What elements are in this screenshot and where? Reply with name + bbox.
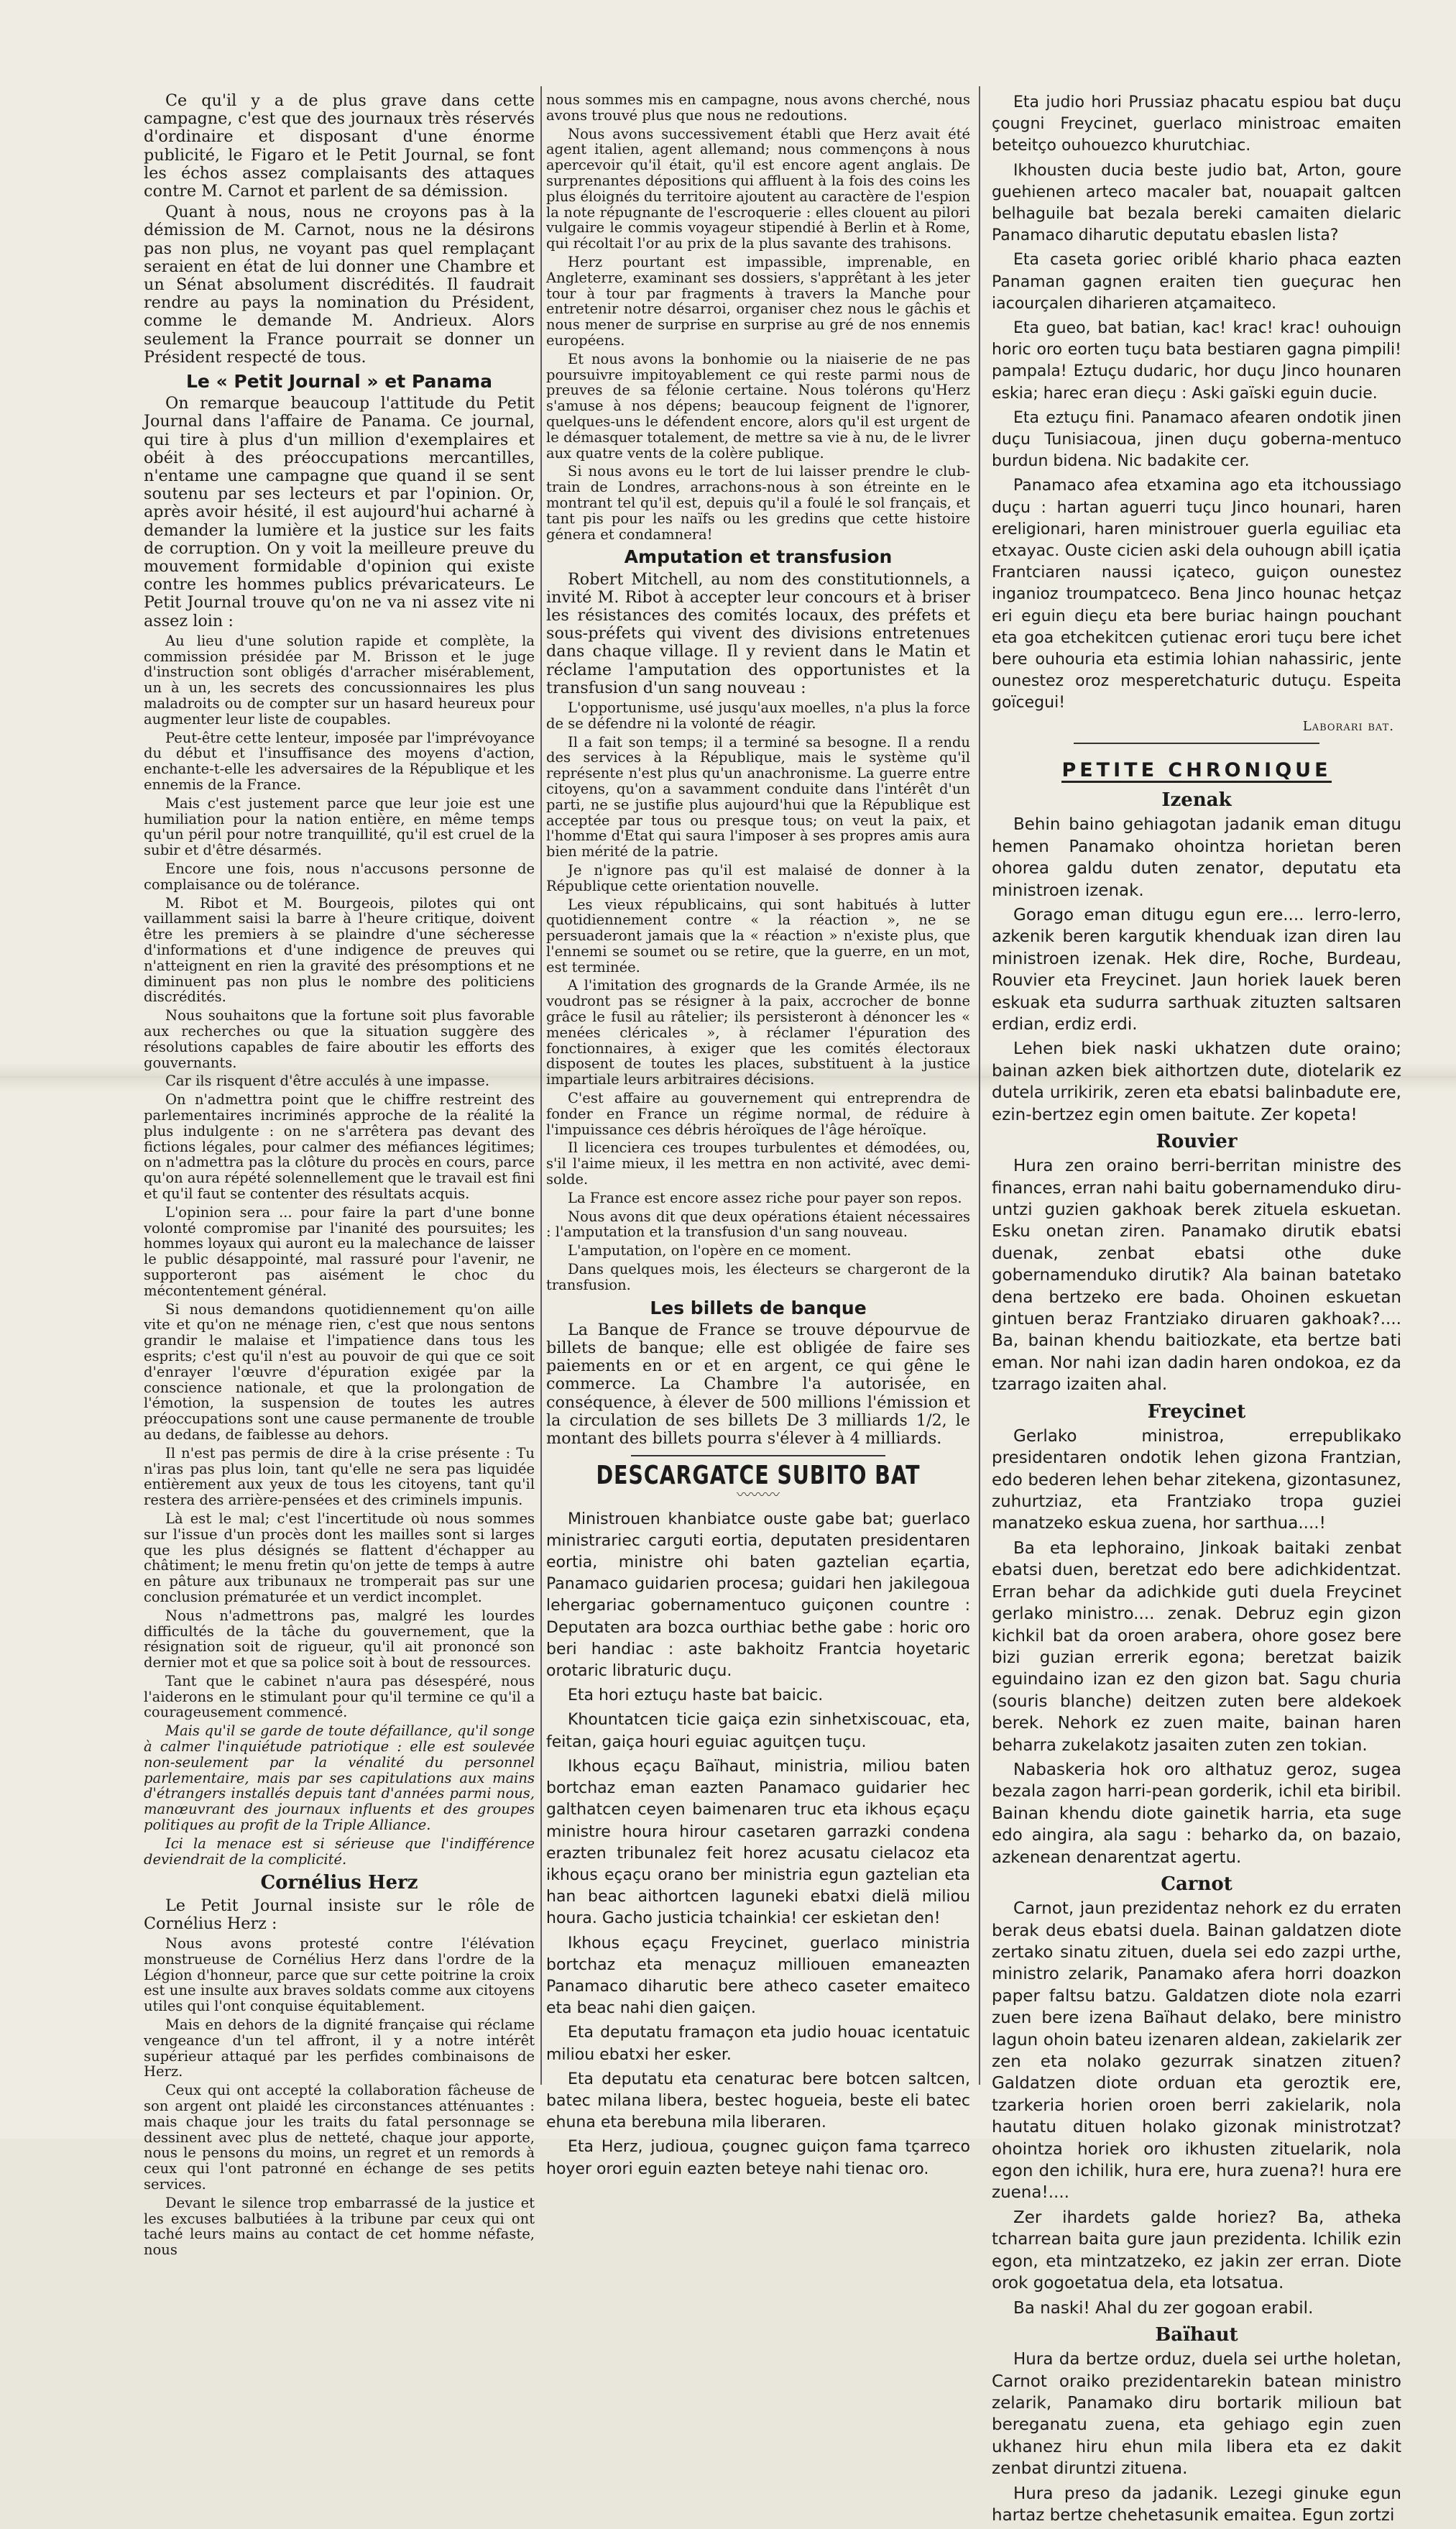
- quote-paragraph: Au lieu d'une solution rapide et complète, la commission présidée par M. Brisson et le juge d'instruction sont obligés d'arracher misérablement, un à un, les secrets des concussionnaires les plus maladroits ou de compter sur un hasard heureux pour augmenter leur liste de coupables.: [144, 632, 535, 728]
- paragraph: Panamaco afea etxamina ago eta itchoussiago duçu : hartan aguerri tuçu Jinco hounari, haren ereligionari, haren ministrouer guerla eguiliac eta etxayac. Ouste cicien aski dela ouhougn abill içatia Frantciaren naussi içateco, guiçon ounestez inganioz troumpatceco. Bena Jinco hounac hetçaz eri eguin dieçu eta bere buriac haingn pouchant eta goa etchekitcen çutienac erori tuçu bere ichet bere ouhouria eta estimia lohian nahassiric, jente ounestez oroz mesperetchaturic dutuçu. Espeita goïcegui!: [992, 477, 1401, 712]
- paragraph: Quant à nous, nous ne croyons pas à la démission de M. Carnot, nous ne la désirons pas non plus, ne voyant pas quel remplaçant seraient en état de lui donner une Chambre et un Sénat absolument discrédités. Il faudrait rendre au pays la nomination du Président, comme le demande M. Andrieux. Alors seulement la France pourrait se donner un Président respecté de tous.: [144, 203, 535, 367]
- quote-paragraph: Mais en dehors de la dignité française qui réclame vengeance d'un tel affront, il y a notre intérêt supérieur attaqué par les perfides combinaisons de Herz.: [144, 2016, 535, 2080]
- quote-paragraph: L'opinion sera ... pour faire la part d'une bonne volonté compromise par l'inanité des poursuites; les hommes loyaux qui auront eu la malechance de laisser le public désappointé, mal rassuré pour l'avenir, ne supporteront pas aisément le choc du mécontentement général.: [144, 1203, 535, 1299]
- quote-paragraph: L'opportunisme, usé jusqu'aux moelles, n'a plus la force de se défendre ni la volonté de réagir.: [546, 699, 970, 732]
- paragraph: La Banque de France se trouve dépourvue de billets de banque; elle est obligée de faire ses paiements en or et en argent, ce qui gêne le commerce. La Chambre l'a autorisée, en conséquence, à élever de 500 millions l'émission et la circulation de ses billets De 3 milliards 1/2, le montant des billets pourra s'élever à 4 milliards.: [546, 1320, 970, 1449]
- quote-paragraph: Peut-être cette lenteur, imposée par l'imprévoyance du début et l'insuffisance des moyens d'action, enchante-t-elle les adversaires de la République et les ennemis de la France.: [144, 729, 535, 794]
- paragraph: Eta hori eztuçu haste bat baicic.: [568, 1686, 824, 1705]
- section-heading: Izenak: [1161, 789, 1232, 812]
- section-heading: Le « Petit Journal » et Panama: [185, 371, 492, 393]
- quote-paragraph: Si nous demandons quotidiennement qu'on aille vite et qu'on ne ménage rien, c'est que nous sentons grandir le malaise et l'impatience dans tous les esprits; c'est qu'il n'est au pouvoir de qui que ce soit d'enrayer l'œuvre d'épuration exigée par la conscience nationale, et que la prolongation de l'émotion, la suspension de toutes les autres préoccupations sont une cause permanente de trouble au dedans, de faiblesse au dehors.: [144, 1300, 535, 1443]
- paragraph: On remarque beaucoup l'attitude du Petit Journal dans l'affaire de Panama. Ce journal, qui tire à plus d'un million d'exemplaires et obéit à des préoccupations mercantilles, n'entame une campagne que quand il se sent soutenu par ses lecteurs et par l'opinion. Or, après avoir hésité, il est aujourd'hui acharné à demander la lumière et la justice sur les faits de corruption. On y voit la meilleure preuve du mouvement formidable d'opinion qui existe contre les hommes publics prévaricateurs. Le Petit Journal trouve qu'on ne va ni assez vite ni assez loin :: [144, 394, 535, 630]
- column-rule-1: [540, 86, 542, 2085]
- quote-paragraph: Nous avons protesté contre l'élévation monstrueuse de Cornélius Herz dans l'ordre de la Légion d'honneur, parce que sur cette poitrine la croix est une insulte aux braves soldats comme aux citoyens utiles qui l'ont conquise équitablement.: [144, 1935, 535, 2015]
- quote-paragraph: Et nous avons la bonhomie ou la niaiserie de ne pas poursuivre impitoyablement ce qui reste parmi nous de preuves de sa félonie certaine. Nous tolérons qu'Herz s'amuse à nos dépens; beaucoup feignent de l'ignorer, quelques-uns le défendent encore, alors qu'il est urgent de le démasquer totalement, de mettre sa vie à nu, de le livrer aux quatre vents de la colère publique.: [546, 350, 970, 462]
- quote-paragraph: Devant le silence trop embarrassé de la justice et les excuses balbutiées à la tribune par ceux qui ont taché leurs mains au contact de cet homme néfaste, nous: [144, 2194, 535, 2259]
- section-heading: Rouvier: [1156, 1130, 1238, 1152]
- paragraph: Gorago eman ditugu egun ere.... lerro-lerro, azkenik beren kargutik khenduak izan diren lau ministroen izenak. Hek dire, Roche, Burdeau, Rouvier eta Freycinet. Jaun horiek lauek beren eskuak eta sudurra sarthuak zituzten saltsaren erdian, erdiz erdi.: [992, 905, 1401, 1034]
- paragraph: Eta Herz, judioua, çougnec guiçon fama tçarreco hoyer orori eguin eazten beteye nahi tienac oro.: [546, 2138, 970, 2178]
- paragraph: Eta judio hori Prussiaz phacatu espiou bat duçu çougni Freycinet, guerlaco ministroac emaiten beteitço ouhouezco khurutchiac.: [992, 93, 1401, 155]
- paragraph: Ikhous eçaçu Baïhaut, ministria, miliou baten bortchaz eman eazten Panamaco guidarier hec galthatcen ceyen baimenaren truc eta ikhous eçaçu ministre houra hirour casetaren garrazki condena erazten tribunalez feit horez acusatu cielacoz eta ikhous eçaçu orano ber ministria egun gaztelian eta han beac aithortcen laguneki ebatxi dielä miliou houra. Gacho justicia tchainkia! cer eskietan den!: [546, 1757, 970, 1928]
- paragraph: Nabaskeria hok oro althatuz geroz, sugea bezala zagon harri-pean gorderik, ichil eta biribil. Bainan khendu diote gainetik harria, eta suge edo aingira, ala sagu : beharko da, on bazaio, azkenean denarentzat agertu.: [992, 1760, 1401, 1867]
- quote-paragraph: Là est le mal; c'est l'incertitude où nous sommes sur l'issue d'un procès dont les mailles sont si larges que les plus désignés se flattent d'échapper au châtiment; le menu fretin qu'on jette de temps à autre en pâture aux tribunaux ne tromperait pas sur une conclusion prématurée et un verdict incomplet.: [144, 1510, 535, 1605]
- quote-paragraph: La France est encore assez riche pour payer son repos.: [568, 1189, 962, 1206]
- column-1: [144, 92, 535, 2261]
- paragraph: Eta caseta goriec oriblé khario phaca eazten Panaman gagnen eraiten tien gueçurac hen iacourçalen diharieren atçamaiteco.: [992, 251, 1401, 313]
- paragraph: Zer ihardets galde horiez? Ba, atheka tcharrean baita gure jaun prezidenta. Ichilik ezin egon, eta mintzatzeko, ez jakin zer erran. Diote orok gogoetatua dela, eta lotsatua.: [992, 2208, 1401, 2293]
- paragraph: Eta eztuçu fini. Panamaco afearen ondotik jinen duçu Tunisiacoua, jinen duçu goberna-mentuco burdun bidena. Nic badakite cer.: [992, 408, 1401, 471]
- quote-paragraph: Les vieux républicains, qui sont habitués à lutter quotidiennement contre « la réaction », ne se persuaderont jamais que la « réaction » n'existe plus, que l'ennemi se soumet ou se retire, que la guerre, en un mot, est terminée.: [546, 896, 970, 976]
- paragraph: Behin baino gehiagotan jadanik eman ditugu hemen Panamako ohointza horietan beren ohorea galdu duten zenator, deputatu eta ministroen izenak.: [992, 815, 1401, 900]
- paragraph: Hura preso da jadanik. Lezegi ginuke egun hartaz bertze chehetasunik emaitea. Egun zortzi: [992, 2484, 1401, 2525]
- paragraph: Gerlako ministroa, errepublikako presidentaren ondotik lehen gizona Frantzian, edo bederen lehen behar zitekena, gizontasunez, zuhurtziaz, eta Frantziako tropa guziei manatzeko eskua zuena, hor sarthua....!: [992, 1426, 1401, 1533]
- column-2: [546, 92, 970, 2183]
- paragraph: Lehen biek naski ukhatzen dute oraino; bainan azken biek aithortzen dute, diotelarik ez dutela urrikirik, zeren eta ebatsi balinbadute ere, ezin-bertzez egin omen baitute. Zer kopeta!: [992, 1039, 1401, 1124]
- section-heading: Les billets de banque: [650, 1297, 867, 1318]
- quote-paragraph: Je n'ignore pas qu'il est malaisé de donner à la République cette orientation nouvelle.: [546, 861, 970, 894]
- quote-paragraph: A l'imitation des grognards de la Grande Armée, ils ne voudront pas se résigner à la paix, accrocher de bonne grâce le fusil au râtelier; ils persisteront à dénoncer les « menées cléricales », à réclamer l'épuration des fonctionnaires, à exiger que les comités électoraux disposent de toutes les places, substituent à la justice impartiale leurs arbitraires décisions.: [546, 977, 970, 1088]
- paragraph: Hura da bertze orduz, duela sei urthe holetan, Carnot oraiko prezidentarekin batean ministro zelarik, Panamako diru bortarik milioun bat bereganatu zuena, eta gehiago egin zuen ukhanez hiru ehun mila libera eta ez dakit zenbat diruntzi zituena.: [992, 2350, 1401, 2479]
- section-heading: Freycinet: [1147, 1400, 1246, 1423]
- paragraph: Ikhous eçaçu Freycinet, guerlaco ministria bortchaz eta menaçuz milliouen emaneazten Panamaco diharutic bere atheco caseter emaiteco eta beac nahi dien gaiçen.: [546, 1934, 970, 2018]
- paragraph: Carnot, jaun prezidentaz nehork ez du erraten berak deus ebatsi duela. Bainan galdatzen diote zertako sinatu zituen, duela sei edo zazpi urthe, ministro zelarik, Panamako afera horri doazkon paper faltsu batzu. Galdatzen diote nola ezarri zuen bere izena Baïhaut delako, bere ministro lagun ohoin bateu izenaren aldean, zakielarik zer zen eta nolako gezurrak sinatzen zituen? Galdatzen diote orduan eta geroztik ere, tzarkeria horien oroen berri zakielarik, nola hautatu dituen holako gizonak ministrotzat? ohointza horiek oro ikhusten zituelarik, nola egon den ichilik, hura ere, hura zuena?! hura ere zuena!....: [992, 1899, 1401, 2203]
- quote-paragraph: Encore une fois, nous n'accusons personne de complaisance ou de tolérance.: [144, 860, 535, 893]
- quote-paragraph: Il n'est pas permis de dire à la crise présente : Tu n'iras pas plus loin, tant qu'elle ne sera pas liquidée entièrement aux yeux de tous les citoyens, tant qu'il restera des arrière-pensées et des criminels impunis.: [144, 1444, 535, 1509]
- quote-paragraph: Nous avons successivement établi que Herz avait été agent italien, agent allemand; nous commençons à nous apercevoir qu'il était, qu'il est encore agent anglais. De surprenantes dépositions qui affluent à la fois des coins les plus éloignés du territoire ajoutent au caractère de l'espion la note répugnante de l'escroquerie : elles clouent au pilori vulgaire le commis voyageur stipendié à Berlin et à Rome, qui récoltait l'or au prix de la plus savante des trahisons.: [546, 125, 970, 252]
- quote-paragraph: Herz pourtant est impassible, imprenable, en Angleterre, examinant ses dossiers, s'apprêtant à les jeter tour à tour par fragments à travers la Manche pour entretenir notre désarroi, organiser chez nous le gâchis et nous mener de surprise en surprise au gré de nos ennemis européens.: [546, 253, 970, 349]
- quote-paragraph: C'est affaire au gouvernement qui entreprendra de fonder en France un régime normal, de réduire à l'impuissance ces débris héroïques de l'âge héroïque.: [546, 1090, 970, 1138]
- quote-paragraph: Mais qu'il se garde de toute défaillance, qu'il songe à calmer l'inquiétude patriotique : elle est soulevée non-seulement par la vénalité du personnel parlementaire, mais par ses capitulations aux mains d'étrangers installés depuis tant d'années parmi nous, manœuvrant des journaux influents et des groupes politiques au profit de la Triple Alliance.: [144, 1722, 535, 1834]
- chronicle-title: PETITE CHRONIQUE: [1061, 761, 1331, 783]
- quote-paragraph: Ceux qui ont accepté la collaboration fâcheuse de son argent ont plaidé les circonstances atténuantes : mais chaque jour les traits du fatal personnage se dessinent avec plus de netteté, chaque jour apporte, nous le pensons du moins, un regret et un remords à ceux qui l'ont patronné en échange de ses petits services.: [144, 2082, 535, 2193]
- quote-paragraph: Il a fait son temps; il a terminé sa besogne. Il a rendu des services à la République, mais le système qu'il représente n'est plus qu'un anachronisme. La guerre entre citoyens, qu'on a savamment conduite dans l'intérêt d'un parti, ne se justifie plus aujourd'hui que la République est acceptée par tous ou presque tous; on veut la paix, et l'homme d'Etat qui saura l'imposer à ses propres amis aura bien mérité de la patrie.: [546, 733, 970, 860]
- quote-paragraph: Ici la menace est si sérieuse que l'indifférence deviendrait de la complicité.: [144, 1835, 535, 1868]
- section-heading: Carnot: [1161, 1873, 1232, 1895]
- quote-paragraph: Dans quelques mois, les électeurs se chargeront de la transfusion.: [546, 1261, 970, 1293]
- quote-paragraph: Il licenciera ces troupes turbulentes et démodées, ou, s'il l'aime mieux, il les mettra en non activité, avec demi-solde.: [546, 1139, 970, 1188]
- paragraph: Robert Mitchell, au nom des constitutionnels, a invité M. Ribot à accepter leur concours et à briser les résistances des comités locaux, des préfets et sous-préfets qui vivent des divisions entretenues dans chaque village. Il y revient dans le Matin et réclame l'amputation des opportunistes et la transfusion d'un sang nouveau :: [546, 569, 970, 697]
- author-signature: Laborari bat.: [1302, 718, 1394, 734]
- section-heading: Amputation et transfusion: [624, 546, 893, 568]
- section-heading: Baïhaut: [1155, 2323, 1238, 2346]
- quote-paragraph: Mais c'est justement parce que leur joie est une humiliation pour la nation entière, en même temps qu'un péril pour notre tranquillité, qu'il est cruel de la subir et d'être désarmés.: [144, 794, 535, 859]
- paragraph: Ce qu'il y a de plus grave dans cette campagne, c'est que des journaux très réservés d'ordinaire et disposant d'une énorme publicité, le Figaro et le Petit Journal, se font les échos assez complaisants des attaques contre M. Carnot et parlent de sa démission.: [144, 91, 535, 201]
- paragraph: Ministrouen khanbiatce ouste gabe bat; guerlaco ministrariec carguti eortia, deputaten presidentaren eortia, ministre ohi baten gaztelian eçartia, Panamaco guidarien procesa; guidari hen jakilegoua lehergariac gobernamentuco guiçonen countre : Deputaten ara bozca ourthiac bethe gabe : horic oro beri handiac : aste bakhoitz Frantcia hoyetaric orotaric libraturic duçu.: [546, 1510, 970, 1681]
- quote-paragraph: Nous n'admettrons pas, malgré les lourdes difficultés de la tâche du gouvernement, que la résignation soit de rigueur, qu'il ait prononcé son dernier mot et que sa police soit à bout de ressources.: [144, 1607, 535, 1671]
- paragraph: Ikhousten ducia beste judio bat, Arton, goure guehienen arteco macaler bat, nouapait galtcen belhaguile bat bezala bereki camaiten dielaric Panamaco diharutic deputatu ebaslen lista?: [992, 161, 1401, 245]
- divider: [1074, 743, 1319, 744]
- quote-paragraph: Si nous avons eu le tort de lui laisser prendre le club-train de Londres, arrachons-nous à son étreinte en le montrant tel qu'il est, depuis qu'il a foulé le sol français, et tant pis pour les naïfs ou les gredins que cette histoire génera et condamnera!: [546, 463, 970, 543]
- paragraph: Eta deputatu framaçon eta judio houac icentatuic miliou ebatxi her esker.: [546, 2024, 970, 2064]
- paragraph: Eta gueo, bat batian, kac! krac! krac! ouhouign horic oro eorten tuçu bata bestiaren gagna pimpili! pampala! Eztuçu dudaric, hor duçu Jinco hounaren eskia; harec eran dieçu : Aski gaïski eguin ducie.: [992, 319, 1401, 403]
- quote-paragraph: Tant que le cabinet n'aura pas désespéré, nous l'aiderons en le stimulant pour qu'il termine ce qu'il a courageusement commencé.: [144, 1672, 535, 1721]
- column-3: [992, 92, 1401, 2529]
- quote-paragraph: Car ils risquent d'être acculés à une impasse.: [165, 1073, 490, 1090]
- quote-paragraph: Nous souhaitons que la fortune soit plus favorable aux recherches ou que la situation suggère des résolutions capables de faire aboutir les efforts des gouvernants.: [144, 1007, 535, 1071]
- paragraph: Eta deputatu eta cenaturac bere botcen saltcen, batec milana libera, bestec hogueia, beste eli batec ehuna eta berebuna mila liberaren.: [546, 2070, 970, 2132]
- section-heading: Cornélius Herz: [260, 1872, 418, 1894]
- quote-paragraph: Nous avons dit que deux opérations étaient nécessaires : l'amputation et la transfusion d'un sang nouveau.: [546, 1208, 970, 1241]
- divider: [631, 1455, 885, 1456]
- quote-paragraph: L'amputation, on l'opère en ce moment.: [568, 1242, 852, 1259]
- paragraph: Ba naski! Ahal du zer gogoan erabil.: [1013, 2298, 1314, 2318]
- paragraph: Ba eta lephoraino, Jinkoak baitaki zenbat ebatsi duen, beretzat edo bere adichkidentzat. Erran behar da adichkide guti duela Freycinet gerlako ministro.... zenak. Debruz egin gizon kichkil bat da oroen arabera, ohore gosez bere bizi guzian errerik egona; beretzat baizik eguindaino izan ez den gizon bat. Sagu churia (souris blanche) deitzen zuten bere aldekoek berek. Nehork ez zuen maite, bainan haren beharra zukelakotz jasaiten zuten zen tokian.: [992, 1538, 1401, 1755]
- paragraph: Le Petit Journal insiste sur le rôle de Cornélius Herz :: [144, 1896, 535, 1933]
- quote-paragraph: nous sommes mis en campagne, nous avons cherché, nous avons trouvé plus que nous ne redoutions.: [546, 91, 970, 124]
- ornament-squiggle: 〰〰〰: [737, 1486, 780, 1504]
- banner-title: DESCARGATCE SUBITO BAT: [596, 1461, 921, 1491]
- quote-paragraph: On n'admettra point que le chiffre restreint des parlementaires incriminés approche de la réalité la plus indulgente : on ne s'arrêtera pas devant des fictions légales, pour calmer des méfiances légitimes; on n'admettra pas la clôture du procès en cours, parce qu'on aura répété solennellement que le travail est fini et qu'il faut se contenter des résultats acquis.: [144, 1091, 535, 1202]
- paragraph: Khountatcen ticie gaiça ezin sinhetxiscouac, eta, feitan, gaiça houri eguiac aguitçen tuçu.: [546, 1711, 970, 1751]
- column-rule-2: [979, 86, 980, 2085]
- quote-paragraph: M. Ribot et M. Bourgeois, pilotes qui ont vaillamment saisi la barre à l'heure critique, doivent être les premiers à se plaindre d'une sécheresse d'informations et d'une indigence de preuves qui n'atteignent en rien la gravité des présomptions et ne diminuent pas non plus le nombre des politiciens discrédités.: [144, 894, 535, 1006]
- paragraph: Hura zen oraino berri-berritan ministre des finances, erran nahi baitu gobernamenduko diru-untzi guzien gakhoak berek zituela eskuetan. Esku onetan ziren. Panamako dirutik ebatsi duenak, zenbat ebatsi othe duke gobernamenduko dirutik? Ala bainan batetako dena bertzeko ere bada. Ohoinen eskuetan gintuen beraz Frantziako diruaren gakhoak?.... Ba, bainan khendu baitiozkate, eta bertze bati eman. Nor nahi izan dadin haren ondokoa, ez da tzarrago izaiten ahal.: [992, 1157, 1401, 1395]
